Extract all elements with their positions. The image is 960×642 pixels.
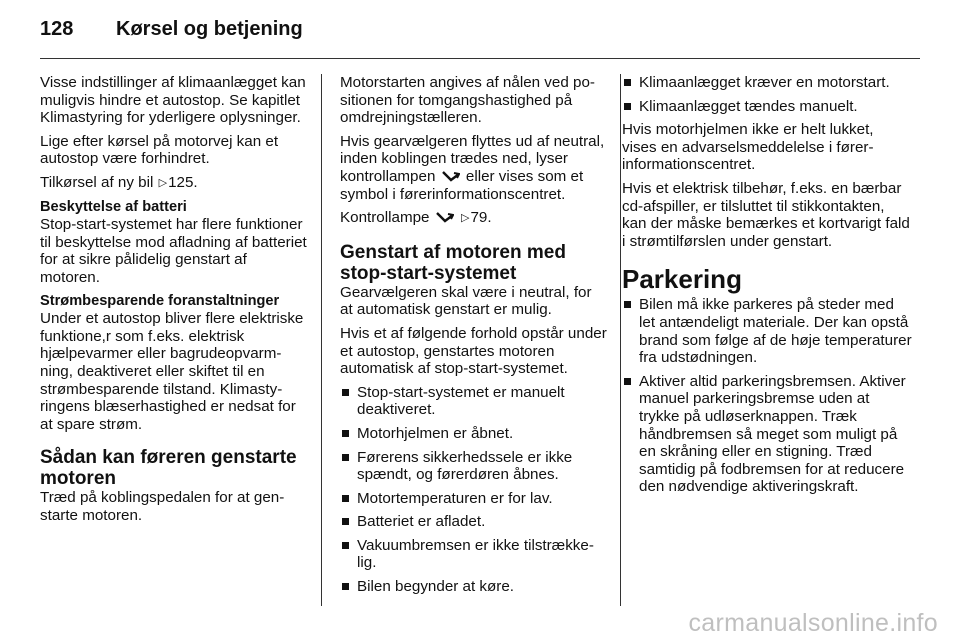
square-bullet-icon: [624, 378, 631, 385]
list-item: [622, 373, 912, 496]
condition-list: [340, 384, 608, 596]
paragraph: Hvis motorhjelmen ikke er helt lukket, vises en advarselsmeddelelse i førerinformationscentret.: [622, 121, 874, 174]
column-divider-2: [620, 74, 621, 606]
list-item-text: Førerens sikkerhedssele er ikke spændt, og førerdøren åbnes.: [357, 448, 573, 484]
paragraph: Træd på koblingspedalen for at genstarte motoren.: [40, 489, 285, 524]
triangle-reference-icon: ▷: [158, 176, 168, 189]
square-bullet-icon: [624, 79, 631, 86]
autostop-lamp-icon: [436, 211, 454, 224]
section-heading: Beskyttelse af batteri: [40, 198, 187, 215]
section-heading: Genstart af motoren med stop-start-systemet: [340, 241, 566, 284]
condition-list: [622, 74, 912, 115]
list-item: [340, 490, 608, 508]
column-2: [340, 74, 608, 602]
list-item-text: Bilen begynder at køre.: [357, 578, 515, 596]
paragraph-text: Kontrollampe: [340, 209, 430, 227]
list-item: [340, 425, 608, 443]
paragraph: Under et autostop bliver flere elektriske funktione,r som f.eks. elektrisk hjælpevarmer eller bagrudeopvarmning, deaktiveret eller skiftet til en strømbesparende tilstand. Klimastyringens blæserhastighed er nedsat for at spare strøm.: [40, 310, 304, 433]
paragraph-text: Tilkørsel af ny bil: [40, 173, 154, 191]
paragraph: Hvis et elektrisk tilbehør, f.eks. en bærbar cd-afspiller, er tilsluttet til stikkontakten, kan der måske bemærkes et kortvarigt fald i strømtilførslen under genstart.: [622, 179, 910, 250]
triangle-reference-icon: ▷: [460, 212, 470, 225]
page-number: 128: [40, 18, 74, 40]
square-bullet-icon: [624, 103, 631, 110]
paragraph: [40, 174, 308, 193]
chapter-heading: Parkering: [622, 264, 742, 295]
column-divider-1: [321, 74, 322, 606]
list-item-text: Bilen må ikke parkeres på steder med let antændeligt materiale. Der kan opstå brand som følge af de høje temperaturer fra udstødningen.: [639, 296, 912, 367]
page-title: Kørsel og betjening: [116, 18, 303, 40]
paragraph: Motorstarten angives af nålen ved positionen for tomgangshastighed på omdrejningstælleren.: [340, 74, 595, 127]
paragraph: Stop-start-systemet har flere funktioner til beskyttelse mod afladning af batteriet for at sikre pålidelig genstart af motoren.: [40, 216, 307, 286]
page-reference[interactable]: 79.: [470, 209, 492, 227]
list-item: [340, 578, 608, 596]
list-item-text: Aktiver altid parkeringsbremsen. Aktiver manuel parkeringsbremse uden at trykke på udløserknappen. Træk håndbremsen så meget som muligt på en skråning eller en stigning. Træd samtidig på fodbremsen for at reducere den nødvendige aktiveringskraft.: [639, 372, 906, 496]
list-item-text: Batteriet er afladet.: [357, 513, 486, 531]
parking-list: [622, 296, 912, 496]
list-item-text: Vakuumbremsen er ikke tilstrækkelig.: [357, 536, 594, 572]
list-item: [340, 449, 608, 484]
page-reference[interactable]: 125.: [168, 173, 198, 191]
square-bullet-icon: [342, 495, 349, 502]
list-item: [340, 537, 608, 572]
paragraph-text: eller vises som et symbol i førerinformationscentret.: [340, 167, 584, 203]
list-item: [622, 74, 912, 92]
square-bullet-icon: [342, 389, 349, 396]
autostop-lamp-icon: [442, 170, 460, 183]
square-bullet-icon: [342, 583, 349, 590]
square-bullet-icon: [342, 454, 349, 461]
paragraph: [340, 133, 608, 203]
list-item: [622, 296, 912, 366]
list-item: [340, 513, 608, 531]
section-heading: Strømbesparende foranstaltninger: [40, 292, 280, 309]
section-heading: Sådan kan føreren genstarte motoren: [40, 447, 297, 490]
square-bullet-icon: [342, 430, 349, 437]
square-bullet-icon: [342, 518, 349, 525]
watermark: carmanualsonline.info: [688, 609, 938, 637]
list-item-text: Motorhjelmen er åbnet.: [357, 424, 514, 442]
page-header: [40, 18, 920, 50]
paragraph: Hvis et af følgende forhold opstår under et autostop, genstartes motoren automatisk af stop-start-systemet.: [340, 324, 607, 378]
paragraph: Gearvælgeren skal være i neutral, for at automatisk genstart er mulig.: [340, 283, 592, 319]
square-bullet-icon: [624, 301, 631, 308]
list-item: [622, 98, 912, 116]
paragraph: Lige efter kørsel på motorvej kan et autostop være forhindret.: [40, 132, 279, 168]
list-item-text: Klimaanlægget tændes manuelt.: [639, 97, 858, 115]
square-bullet-icon: [342, 542, 349, 549]
list-item: [340, 384, 608, 419]
paragraph-text: Hvis gearvælgeren flyttes ud af neutral, inden koblingen trædes ned, lyser kontrollampen: [340, 132, 605, 185]
paragraph: [340, 209, 608, 228]
list-item-text: Klimaanlægget kræver en motorstart.: [639, 74, 890, 91]
header-rule: [40, 58, 920, 59]
list-item-text: Stop-start-systemet er manuelt deaktiveret.: [357, 383, 565, 419]
column-1: [40, 74, 308, 530]
column-3: [622, 74, 912, 502]
paragraph: Visse indstillinger af klimaanlægget kan muligvis hindre et autostop. Se kapitlet Klimastyring for yderligere oplysninger.: [40, 74, 306, 127]
list-item-text: Motortemperaturen er for lav.: [357, 489, 553, 507]
